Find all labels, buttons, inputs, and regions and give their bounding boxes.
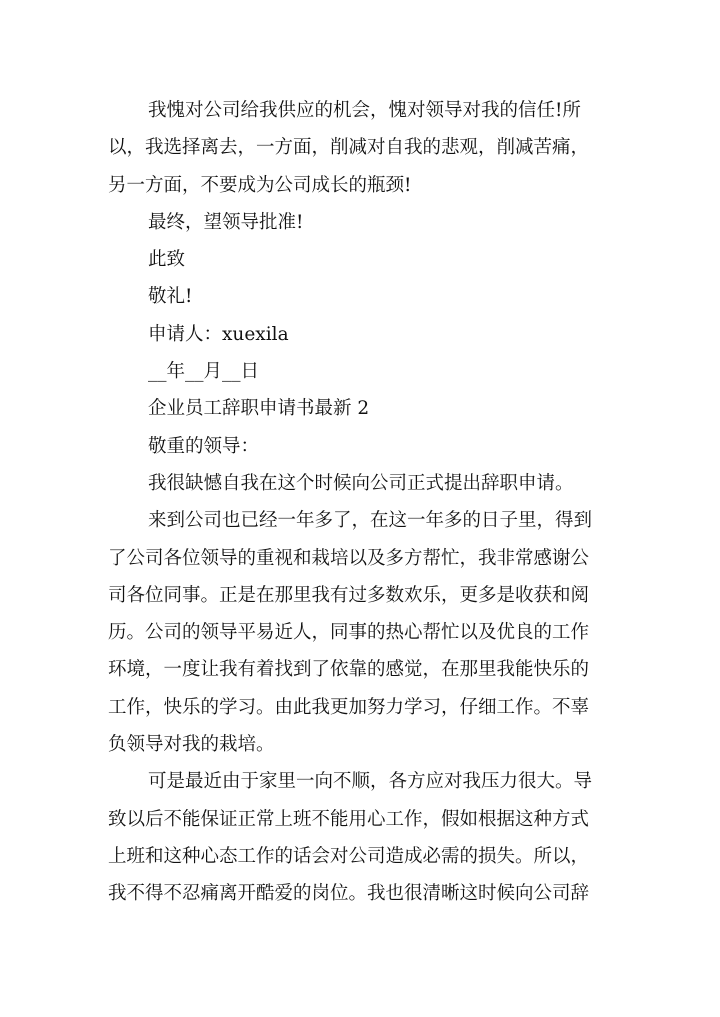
salutation-cizhi: 此致 [148, 249, 186, 271]
paragraph-line: 以，我选择离去，一方面，削减对自我的悲观，削减苦痛， [108, 137, 590, 159]
section-title: 企业员工辞职申请书最新 2 [148, 398, 370, 420]
paragraph-line: 司各位同事。正是在那里我有过多数欢乐，更多是收获和阅 [108, 584, 590, 606]
paragraph-line: 我很缺憾自我在这个时候向公司正式提出辞职申请。 [148, 472, 574, 494]
paragraph-line: 负领导对我的栽培。 [108, 734, 275, 756]
paragraph-line: 我不得不忍痛离开酷爱的岗位。我也很清晰这时候向公司辞 [108, 883, 590, 905]
paragraph-line: 致以后不能保证正常上班不能用心工作，假如根据这种方式 [108, 808, 590, 830]
paragraph-line: 了公司各位领导的重视和栽培以及多方帮忙，我非常感谢公 [108, 547, 590, 569]
greeting: 敬重的领导： [148, 435, 260, 457]
salutation-jingli: 敬礼! [148, 286, 193, 308]
date-line: __年__月__日 [148, 361, 260, 383]
document-page [108, 92, 608, 913]
paragraph-line: 历。公司的领导平易近人，同事的热心帮忙以及优良的工作 [108, 622, 590, 644]
paragraph-line: 另一方面，不要成为公司成长的瓶颈! [108, 174, 412, 196]
applicant-line: 申请人：xuexila [148, 323, 289, 345]
closing-request: 最终，望领导批准! [148, 211, 304, 233]
paragraph-line: 我愧对公司给我供应的机会，愧对领导对我的信任!所 [148, 100, 581, 121]
paragraph-line: 来到公司也已经一年多了，在这一年多的日子里，得到 [148, 510, 593, 532]
paragraph-line: 工作，快乐的学习。由此我更加努力学习，仔细工作。不辜 [108, 696, 590, 718]
paragraph-line: 可是最近由于家里一向不顺，各方应对我压力很大。导 [148, 771, 593, 793]
paragraph-line: 上班和这种心态工作的话会对公司造成必需的损失。所以， [108, 845, 590, 867]
paragraph-line: 环境，一度让我有着找到了依靠的感觉，在那里我能快乐的 [108, 659, 590, 681]
